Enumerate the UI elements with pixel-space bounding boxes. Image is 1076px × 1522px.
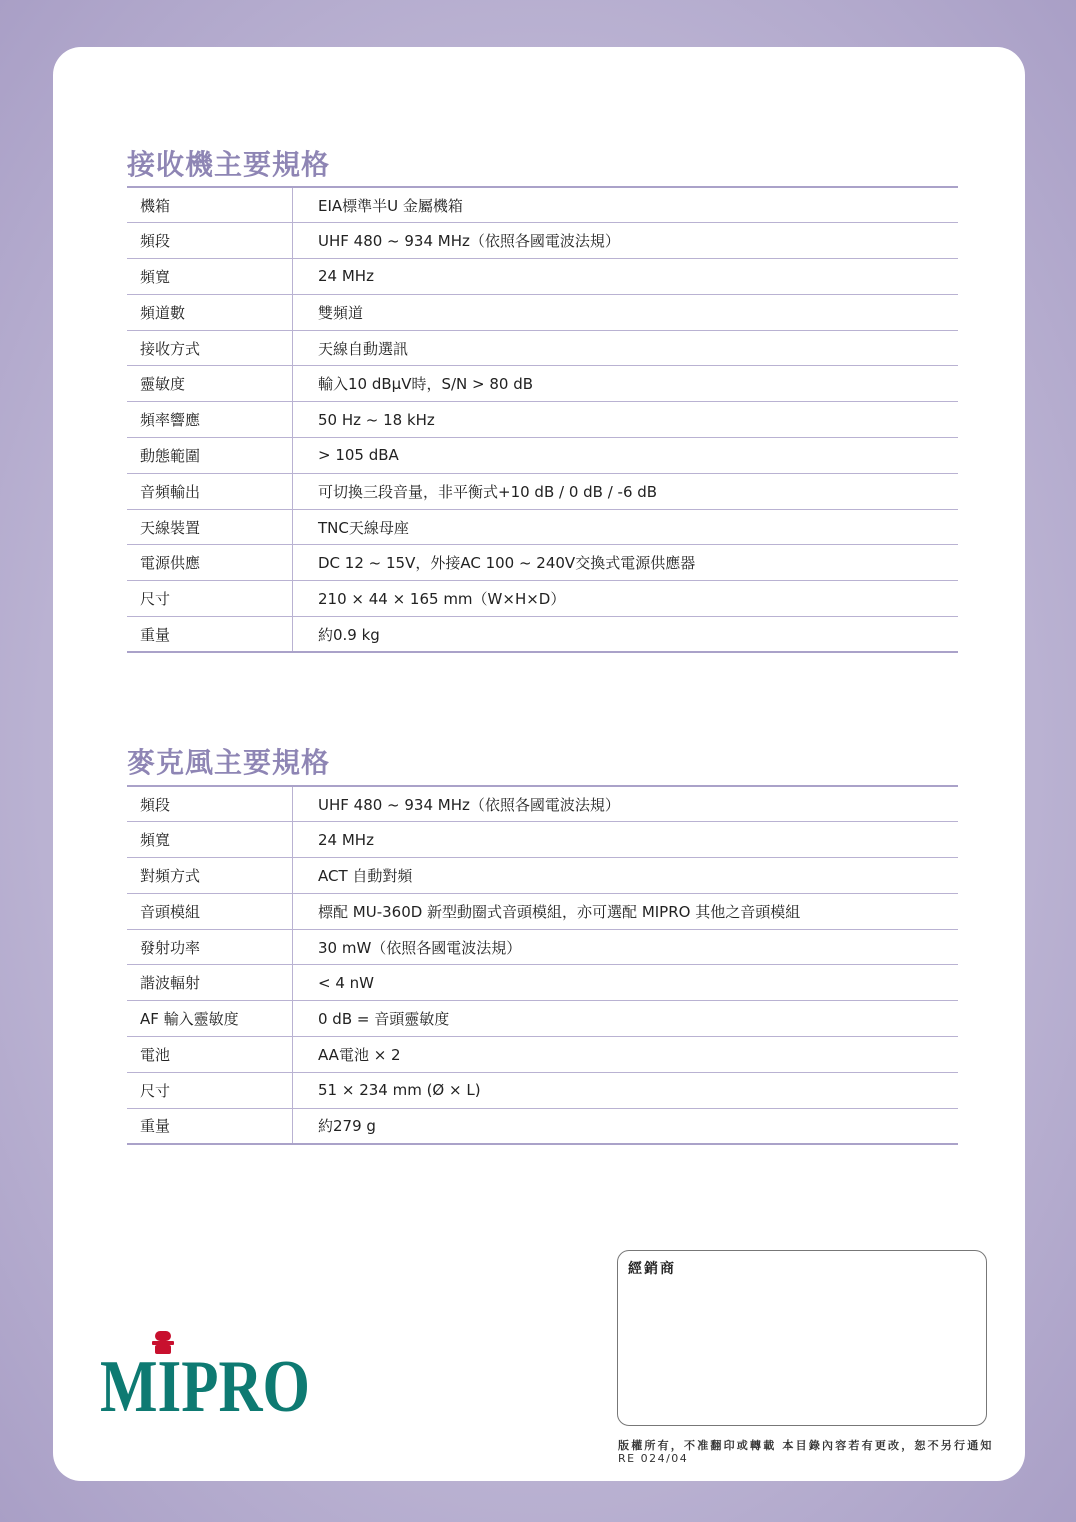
spec-value: 天線自動選訊 <box>293 330 959 366</box>
spec-value: ACT 自動對頻 <box>293 858 959 894</box>
spec-row <box>127 1108 958 1144</box>
dealer-label: 經銷商 <box>628 1261 676 1277</box>
spec-row <box>127 1072 958 1108</box>
spec-value: 0 dB = 音頭靈敏度 <box>293 1001 959 1037</box>
dealer-box <box>617 1250 987 1426</box>
copyright-notice: 版權所有，不准翻印或轉載 本目錄內容若有更改，恕不另行通知 <box>618 1439 994 1452</box>
spec-label: 接收方式 <box>127 330 293 366</box>
spec-row <box>127 965 958 1001</box>
spec-label: 動態範圍 <box>127 438 293 474</box>
spec-label: 電池 <box>127 1037 293 1073</box>
microphone-specs-title: 麥克風主要規格 <box>127 746 331 779</box>
spec-label: 音頻輸出 <box>127 473 293 509</box>
spec-row <box>127 929 958 965</box>
spec-value: 30 mW（依照各國電波法規） <box>293 929 959 965</box>
spec-value: 210 × 44 × 165 mm（W×H×D） <box>293 581 959 617</box>
spec-row <box>127 786 958 822</box>
spec-label: 頻道數 <box>127 294 293 330</box>
spec-row <box>127 187 958 223</box>
spec-value: 雙頻道 <box>293 294 959 330</box>
spec-value: 50 Hz ~ 18 kHz <box>293 402 959 438</box>
catalog-code: RE 024/04 <box>618 1452 689 1465</box>
spec-value: 24 MHz <box>293 822 959 858</box>
spec-row <box>127 822 958 858</box>
spec-label: 音頭模組 <box>127 893 293 929</box>
logo-mic-head-icon <box>155 1331 171 1341</box>
spec-label: 頻寬 <box>127 259 293 295</box>
spec-value: 標配 MU-360D 新型動圈式音頭模組，亦可選配 MIPRO 其他之音頭模組 <box>293 893 959 929</box>
spec-label: 頻段 <box>127 786 293 822</box>
spec-label: 頻率響應 <box>127 402 293 438</box>
spec-value: > 105 dBA <box>293 438 959 474</box>
spec-value: TNC天線母座 <box>293 509 959 545</box>
spec-value: 約0.9 kg <box>293 617 959 653</box>
spec-row <box>127 581 958 617</box>
spec-row <box>127 893 958 929</box>
spec-label: AF 輸入靈敏度 <box>127 1001 293 1037</box>
spec-value: UHF 480 ~ 934 MHz（依照各國電波法規） <box>293 223 959 259</box>
spec-label: 重量 <box>127 1108 293 1144</box>
spec-value: UHF 480 ~ 934 MHz（依照各國電波法規） <box>293 786 959 822</box>
spec-value: 約279 g <box>293 1108 959 1144</box>
spec-value: DC 12 ~ 15V，外接AC 100 ~ 240V交換式電源供應器 <box>293 545 959 581</box>
spec-value: < 4 nW <box>293 965 959 1001</box>
spec-label: 電源供應 <box>127 545 293 581</box>
spec-row <box>127 509 958 545</box>
spec-value: AA電池 × 2 <box>293 1037 959 1073</box>
spec-row <box>127 1037 958 1073</box>
spec-label: 靈敏度 <box>127 366 293 402</box>
spec-value: EIA標準半U 金屬機箱 <box>293 187 959 223</box>
spec-label: 頻寬 <box>127 822 293 858</box>
spec-row <box>127 438 958 474</box>
spec-label: 尺寸 <box>127 1072 293 1108</box>
spec-value: 輸入10 dBμV時，S/N > 80 dB <box>293 366 959 402</box>
spec-row <box>127 330 958 366</box>
spec-row <box>127 294 958 330</box>
spec-label: 機箱 <box>127 187 293 223</box>
spec-row <box>127 223 958 259</box>
spec-row <box>127 473 958 509</box>
spec-label: 天線裝置 <box>127 509 293 545</box>
spec-row <box>127 1001 958 1037</box>
spec-row <box>127 259 958 295</box>
spec-value: 51 × 234 mm (Ø × L) <box>293 1072 959 1108</box>
spec-row <box>127 402 958 438</box>
spec-value: 24 MHz <box>293 259 959 295</box>
spec-row <box>127 366 958 402</box>
spec-row <box>127 545 958 581</box>
receiver-specs-table <box>127 186 958 653</box>
microphone-specs-table <box>127 785 958 1145</box>
spec-row <box>127 858 958 894</box>
mipro-logo <box>100 1328 312 1428</box>
receiver-specs-title: 接收機主要規格 <box>127 148 331 181</box>
spec-label: 頻段 <box>127 223 293 259</box>
spec-label: 重量 <box>127 617 293 653</box>
spec-label: 對頻方式 <box>127 858 293 894</box>
spec-label: 尺寸 <box>127 581 293 617</box>
spec-row <box>127 617 958 653</box>
logo-wordmark: MIPRO <box>100 1346 310 1428</box>
spec-label: 發射功率 <box>127 929 293 965</box>
spec-label: 諧波輻射 <box>127 965 293 1001</box>
spec-value: 可切換三段音量，非平衡式+10 dB / 0 dB / -6 dB <box>293 473 959 509</box>
